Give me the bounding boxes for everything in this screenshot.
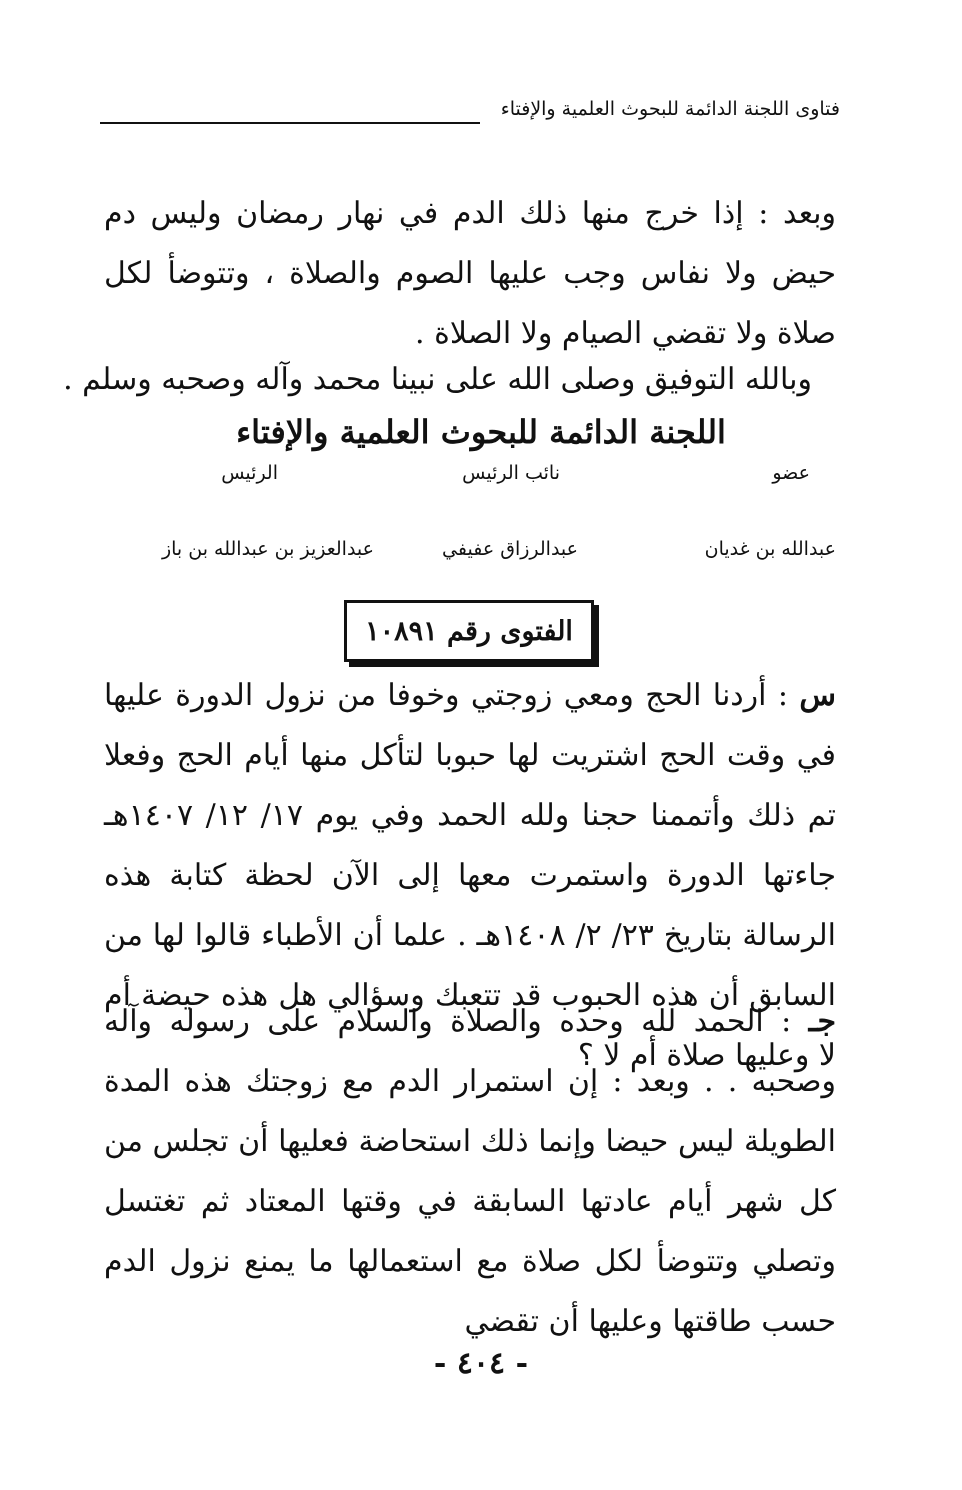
header-rule — [100, 122, 480, 124]
question-label: س — [799, 678, 836, 713]
page-number: - ٤٠٤ - — [433, 1346, 529, 1381]
role-member: عضو — [772, 462, 810, 484]
role-chair: الرئيس — [221, 462, 278, 484]
closing-formula: وبالله التوفيق وصلى الله على نبينا محمد وآله وصحبه وسلم . — [63, 362, 812, 397]
header-title: فتاوى اللجنة الدائمة للبحوث العلمية والإفتاء — [500, 98, 840, 120]
signatory-vice-chair: عبدالرزاق عفيفي — [442, 538, 578, 560]
committee-name: اللجنة الدائمة للبحوث العلمية والإفتاء — [236, 413, 726, 451]
question-text: : أردنا الحج ومعي زوجتي وخوفا من نزول الدورة عليها في وقت الحج اشتريت لها حبوبا لتأكل منها أيام الحج وفعلا تم ذلك وأتممنا حجنا ولله الحمد وفي يوم ١٧/ ١٢/ ١٤٠٧هـ جاءتها الدورة واستمرت معها إلى الآن لحظة كتابة هذه الرسالة بتاريخ ٢٣/ ٢/ ١٤٠٨هـ . علما أن الأطباء قالوا لها من السابق أن هذه الحبوب قد تتعبك وسؤالي هل هذه حيضة أم لا وعليها صلاة أم لا ؟ — [104, 678, 836, 1073]
answer-text: : الحمد لله وحده والصلاة والسلام على رسوله وآله وصحبه . . وبعد : إن استمرار الدم مع زوجتك هذه المدة الطويلة ليس حيضا وإنما ذلك استحاضة فعليها أن تجلس من كل شهر أيام عادتها السابقة في وقتها المعتاد ثم تغتسل وتصلي وتتوضأ لكل صلاة مع استعمالها ما يمنع نزول الدم حسب طاقتها وعليها أن تقضي — [104, 1004, 836, 1339]
fatwa-number-box — [344, 600, 594, 662]
role-vice-chair: نائب الرئيس — [462, 462, 560, 484]
signatory-member: عبدالله بن غديان — [704, 538, 836, 560]
paragraph-ruling: وبعد : إذا خرج منها ذلك الدم في نهار رمضان وليس دم حيض ولا نفاس وجب عليها الصوم والصلاة ، وتتوضأ لكل صلاة ولا تقضي الصيام ولا الصلاة . — [104, 196, 836, 351]
signatory-chair: عبدالعزيز بن عبدالله بن باز — [161, 538, 374, 560]
fatwa-title: الفتوى رقم ١٠٨٩١ — [365, 615, 573, 647]
answer-label: جـ — [808, 1004, 836, 1039]
answer-paragraph — [104, 992, 836, 1352]
running-header — [100, 98, 840, 134]
